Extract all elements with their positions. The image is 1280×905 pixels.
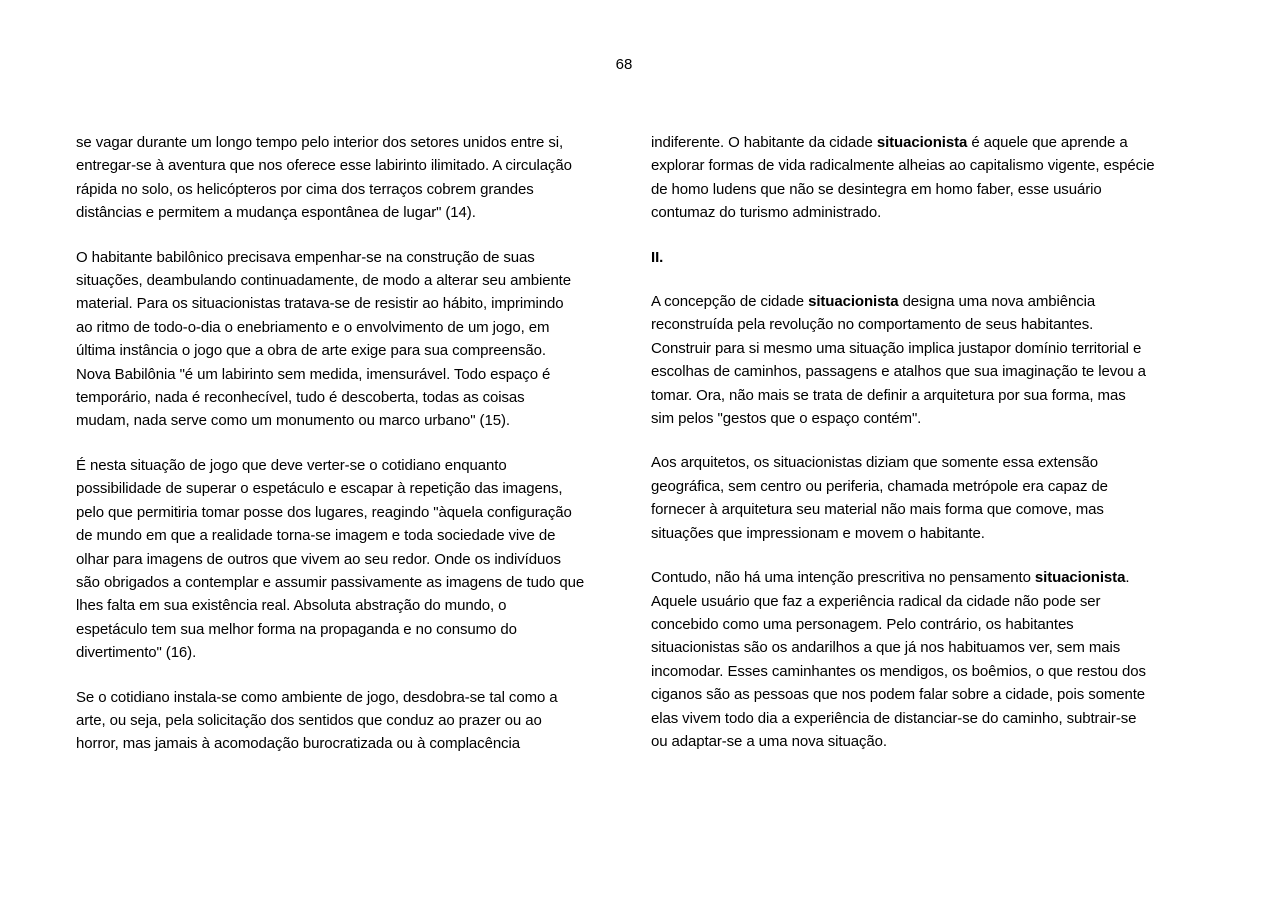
text-line: material. Para os situacionistas tratava-se de resistir ao hábito, imprimindo [76,295,564,313]
text-line: ao ritmo de todo-o-dia o enebriamento e o envolvimento de um jogo, em [76,318,550,336]
text-line: explorar formas de vida radicalmente alheias ao capitalismo vigente, espécie [651,157,1155,175]
text-line: de homo ludens que não se desintegra em homo faber, esse usuário [651,180,1102,198]
text-line: concebido como uma personagem. Pelo contrário, os habitantes [651,615,1074,633]
paragraph [76,246,600,433]
text-line: temporário, nada é reconhecível, tudo é descoberta, todas as coisas [76,389,525,407]
text-line: Aos arquitetos, os situacionistas diziam que somente essa extensão [651,454,1098,472]
text-line: reconstruída pela revolução no comportamento de seus habitantes. [651,316,1094,334]
text-line: Aquele usuário que faz a experiência radical da cidade não pode ser [651,592,1101,610]
text-line: situações, deambulando continuadamente, de modo a alterar seu ambiente [76,272,571,290]
text-line: situacionistas são os andarilhos a que já nos habituamos ver, sem mais [651,639,1121,657]
text-line: mudam, nada serve como um monumento ou marco urbano" (15). [76,412,510,430]
text-line: tomar. Ora, não mais se trata de definir a arquitetura por sua forma, mas [651,386,1126,404]
text-line: horror, mas jamais à acomodação burocratizada ou à complacência [76,735,520,753]
bold-term: situacionista [808,293,899,311]
text-line: O habitante babilônico precisava empenhar-se na construção de suas [76,248,535,266]
text-line: ou adaptar-se a uma nova situação. [651,732,887,750]
text-line: arte, ou seja, pela solicitação dos sentidos que conduz ao prazer ou ao [76,711,542,729]
section-heading: II. [651,248,664,266]
text-line: pelo que permitiria tomar posse dos lugares, reagindo "àquela configuração [76,503,572,521]
text-run: é aquele que aprende a [967,134,1128,151]
text-line: divertimento" (16). [76,644,197,662]
text-line: Construir para si mesmo uma situação implica justapor domínio territorial e [651,339,1142,357]
text-line: lhes falta em sua existência real. Absoluta abstração do mundo, o [76,597,507,615]
paragraph [76,686,600,756]
text-line: elas vivem todo dia a experiência de distanciar-se do caminho, subtrair-se [651,709,1137,727]
text-line: ciganos são as pessoas que nos podem falar sobre a cidade, pois somente [651,686,1146,704]
paragraph [651,566,1179,753]
text-line: de mundo em que a realidade torna-se imagem e toda sociedade vive de [76,527,556,545]
paragraph [651,451,1179,545]
text-line: olhar para imagens de outros que vivem ao seu redor. Onde os indivíduos [76,550,561,568]
text-line: Se o cotidiano instala-se como ambiente de jogo, desdobra-se tal como a [76,688,558,706]
paragraph [651,131,1179,225]
page-number: 68 [615,56,633,73]
bold-term: situacionista [1034,569,1126,587]
text-line [651,131,1179,154]
text-line: geográfica, sem centro ou periferia, chamada metrópole era capaz de [651,477,1108,495]
text-line [651,566,1179,589]
paragraph [651,290,1179,430]
text-run: . [1125,569,1130,587]
text-line: É nesta situação de jogo que deve verter-se o cotidiano enquanto [76,456,507,474]
right-column [651,131,1179,774]
text-run: designa uma nova ambiência [898,293,1096,311]
text-line [651,290,1179,313]
text-run: Contudo, não há uma intenção prescritiva no pensamento [651,569,1035,587]
paragraph [76,131,600,225]
text-line: espetáculo tem sua melhor forma na propaganda e no consumo do [76,620,517,638]
text-line: são obrigados a contemplar e assumir passivamente as imagens de tudo que [76,573,585,591]
text-run: A concepção de cidade [651,293,809,311]
text-line: entregar-se à aventura que nos oferece esse labirinto ilimitado. A circulação [76,157,572,175]
text-line: escolhas de caminhos, passagens e atalhos que sua imaginação te levou a [651,363,1146,381]
text-line: sim pelos "gestos que o espaço contém". [651,410,922,428]
left-column [76,131,600,777]
text-line: última instância o jogo que a obra de arte exige para sua compreensão. [76,342,546,360]
text-line: incomodar. Esses caminhantes os mendigos, os boêmios, o que restou dos [651,662,1146,680]
text-run: indiferente. O habitante da cidade [651,134,877,151]
text-line: possibilidade de superar o espetáculo e escapar à repetição das imagens, [76,480,563,498]
bold-term: situacionista [876,134,968,151]
text-line: contumaz do turismo administrado. [651,204,882,222]
text-line: Nova Babilônia "é um labirinto sem medida, imensurável. Todo espaço é [76,365,551,383]
text-line: se vagar durante um longo tempo pelo interior dos setores unidos entre si, [76,134,564,151]
text-line: situações que impressionam e movem o habitante. [651,524,985,542]
text-line: distâncias e permitem a mudança espontânea de lugar" (14). [76,204,476,222]
text-line: rápida no solo, os helicópteros por cima dos terraços cobrem grandes [76,180,534,198]
paragraph [76,454,600,665]
text-line: fornecer à arquitetura seu material não mais forma que comove, mas [651,501,1104,519]
